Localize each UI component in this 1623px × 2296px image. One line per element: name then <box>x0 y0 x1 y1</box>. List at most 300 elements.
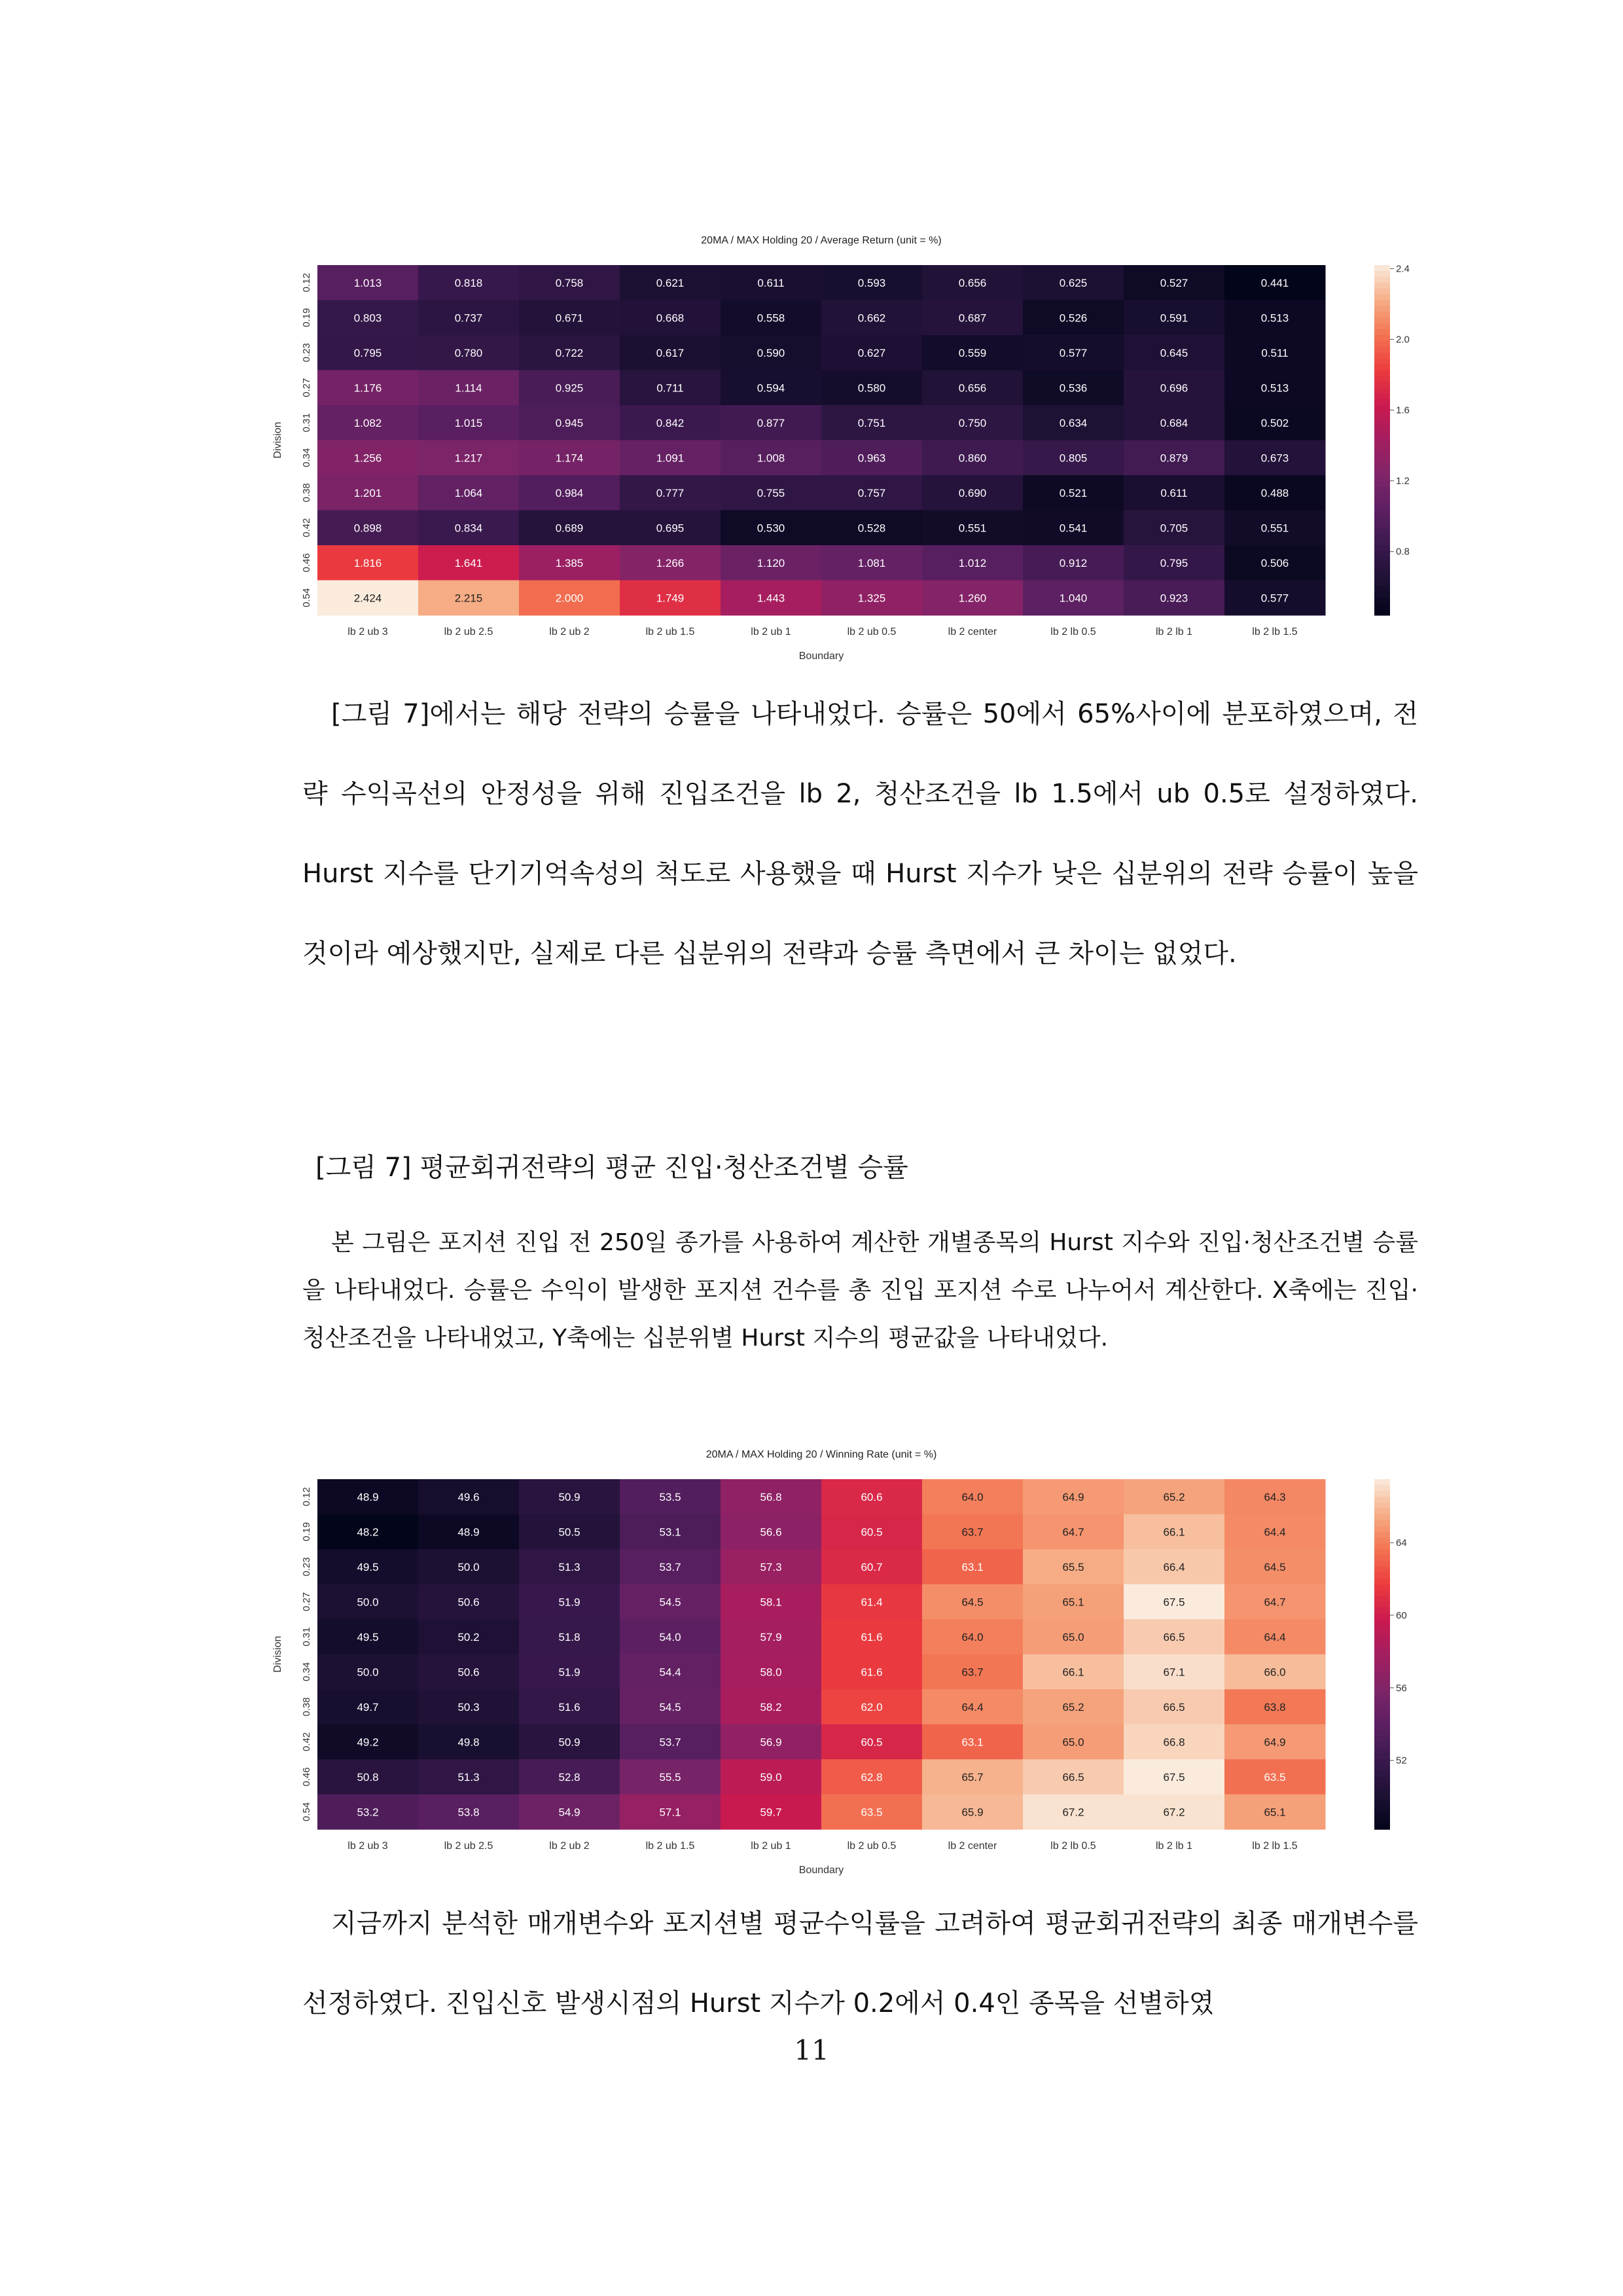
cell-label: 58.0 <box>760 1666 782 1679</box>
cell-label: 50.0 <box>357 1596 379 1609</box>
cell-label: 0.590 <box>757 346 785 359</box>
cell-label: 1.385 <box>555 556 584 569</box>
x-axis-label: Boundary <box>798 651 844 662</box>
cell-label: 0.621 <box>656 276 685 289</box>
cell-label: 61.6 <box>861 1630 883 1643</box>
x-tick-label: lb 2 ub 1.5 <box>645 626 695 637</box>
colorbar-segment <box>1374 511 1390 517</box>
cell-label: 66.1 <box>1163 1526 1185 1539</box>
y-tick-label: 0.31 <box>300 1627 312 1647</box>
x-tick-label: lb 2 ub 0.5 <box>847 1840 897 1852</box>
cell-label: 0.488 <box>1260 486 1289 499</box>
colorbar-segment <box>1374 1823 1390 1830</box>
colorbar-segment <box>1374 1753 1390 1760</box>
colorbar-segment <box>1374 1532 1390 1538</box>
colorbar-segment <box>1374 277 1390 283</box>
x-tick-label: lb 2 lb 1 <box>1155 1840 1193 1852</box>
cell-label: 0.757 <box>857 486 886 499</box>
cell-label: 0.684 <box>1160 416 1188 429</box>
cell-label: 0.527 <box>1160 276 1188 289</box>
cell-label: 0.750 <box>958 416 987 429</box>
colorbar-segment <box>1374 1677 1390 1684</box>
average-return-heatmap-figure <box>259 223 1417 662</box>
colorbar-segment <box>1374 1719 1390 1725</box>
cell-label: 0.577 <box>1059 346 1088 359</box>
cell-label: 1.114 <box>455 382 482 395</box>
x-tick-label: lb 2 ub 1 <box>751 1840 791 1852</box>
colorbar-tick-label: 64 <box>1396 1537 1407 1549</box>
colorbar-segment <box>1374 569 1390 575</box>
cell-label: 0.695 <box>656 522 685 535</box>
colorbar-segment <box>1374 1683 1390 1690</box>
colorbar-segment <box>1374 469 1390 476</box>
cell-label: 1.443 <box>757 592 785 605</box>
colorbar-segment <box>1374 1637 1390 1643</box>
cell-label: 65.0 <box>1062 1736 1084 1749</box>
x-tick-label: lb 2 ub 2 <box>549 626 590 637</box>
colorbar-segment <box>1374 1503 1390 1509</box>
cell-label: 0.594 <box>757 382 785 395</box>
colorbar-segment <box>1374 411 1390 418</box>
cell-label: 55.5 <box>659 1770 681 1784</box>
colorbar-segment <box>1374 265 1390 272</box>
colorbar-segment <box>1374 300 1390 307</box>
colorbar-segment <box>1374 429 1390 435</box>
colorbar-segment <box>1374 347 1390 353</box>
colorbar-segment <box>1374 323 1390 330</box>
y-tick-label: 0.27 <box>300 1592 312 1611</box>
cell-label: 0.687 <box>958 312 987 325</box>
colorbar-segment <box>1374 1736 1390 1742</box>
x-tick-label: lb 2 ub 2.5 <box>444 1840 493 1852</box>
cell-label: 64.9 <box>1264 1736 1286 1749</box>
cell-label: 0.558 <box>757 312 785 325</box>
cell-label: 0.860 <box>958 452 987 465</box>
cell-label: 64.0 <box>961 1630 984 1643</box>
cell-label: 48.9 <box>457 1526 480 1539</box>
colorbar-segment <box>1374 609 1390 616</box>
colorbar-segment <box>1374 423 1390 429</box>
cell-label: 0.758 <box>555 276 584 289</box>
colorbar-segment <box>1374 1725 1390 1731</box>
cell-label: 65.1 <box>1062 1596 1084 1609</box>
cell-label: 58.2 <box>760 1700 782 1713</box>
cell-label: 65.5 <box>1062 1560 1084 1573</box>
cell-label: 60.5 <box>861 1526 883 1539</box>
cell-label: 63.5 <box>861 1806 883 1819</box>
cell-label: 66.1 <box>1062 1666 1084 1679</box>
cell-label: 50.9 <box>558 1490 580 1503</box>
cell-label: 0.526 <box>1059 312 1088 325</box>
cell-label: 0.668 <box>656 312 685 325</box>
cell-label: 49.8 <box>457 1736 480 1749</box>
figure-caption: [그림 7] 평균회귀전략의 평균 진입·청산조건별 승률 <box>315 1153 908 1183</box>
colorbar-segment <box>1374 1607 1390 1614</box>
cell-label: 0.795 <box>353 346 382 359</box>
colorbar-segment <box>1374 452 1390 458</box>
cell-label: 50.0 <box>357 1666 379 1679</box>
cell-label: 0.923 <box>1160 592 1188 605</box>
colorbar-segment <box>1374 1649 1390 1655</box>
cell-label: 49.5 <box>357 1560 379 1573</box>
y-tick-label: 0.12 <box>300 1487 312 1507</box>
cell-label: 0.634 <box>1059 416 1088 429</box>
y-tick-label: 0.19 <box>300 1522 312 1541</box>
cell-label: 0.551 <box>1260 522 1289 535</box>
colorbar-segment <box>1374 1672 1390 1678</box>
cell-label: 0.925 <box>555 382 584 395</box>
cell-label: 0.611 <box>1160 486 1188 499</box>
cell-label: 50.6 <box>457 1596 480 1609</box>
colorbar-tick-label: 0.8 <box>1396 546 1410 558</box>
cell-label: 1.256 <box>353 452 382 465</box>
cell-label: 1.325 <box>857 592 886 605</box>
cell-label: 0.625 <box>1059 276 1088 289</box>
colorbar-segment <box>1374 1643 1390 1649</box>
colorbar-segment <box>1374 405 1390 412</box>
cell-label: 62.0 <box>861 1700 883 1713</box>
cell-label: 0.506 <box>1260 556 1289 569</box>
cell-label: 66.0 <box>1264 1666 1286 1679</box>
y-tick-label: 0.42 <box>300 518 312 537</box>
colorbar-segment <box>1374 1573 1390 1579</box>
y-tick-label: 0.12 <box>300 273 312 293</box>
cell-label: 1.641 <box>454 556 483 569</box>
colorbar-segment <box>1374 417 1390 423</box>
cell-label: 0.705 <box>1160 522 1188 535</box>
colorbar-segment <box>1374 335 1390 342</box>
colorbar-segment <box>1374 1520 1390 1526</box>
colorbar-segment <box>1374 463 1390 470</box>
cell-label: 63.7 <box>961 1666 984 1679</box>
colorbar-segment <box>1374 522 1390 528</box>
cell-label: 0.689 <box>555 522 584 535</box>
cell-label: 64.0 <box>961 1490 984 1503</box>
cell-label: 0.536 <box>1059 382 1088 395</box>
colorbar-segment <box>1374 1666 1390 1672</box>
cell-label: 66.5 <box>1062 1770 1084 1784</box>
cell-label: 51.8 <box>558 1630 580 1643</box>
cell-label: 0.898 <box>353 522 382 535</box>
colorbar-segment <box>1374 312 1390 318</box>
body-paragraph-1: [그림 7]에서는 해당 전략의 승률을 나타내었다. 승률은 50에서 65%사이에 분포하였으며, 전략 수익곡선의 안정성을 위해 진입조건을 lb 2, 청산조건을 lb 1.5에서 ub 0.5로 설정하였다. Hurst 지수를 단기기억속성의 척도로 사용했을 때 Hurst 지수가 낮은 십분위의 전략 승률이 높을 것이라 예상했지만, 실제로 다른 십분위의 전략과 승률 측면에서 큰 차이는 없었다. <box>302 699 1418 969</box>
chart-title: 20MA / MAX Holding 20 / Average Return (unit = %) <box>701 235 942 246</box>
cell-label: 0.984 <box>555 486 584 499</box>
y-tick-label: 0.38 <box>300 1697 312 1717</box>
cell-label: 67.2 <box>1062 1806 1084 1819</box>
colorbar-segment <box>1374 1537 1390 1544</box>
cell-label: 0.777 <box>656 486 685 499</box>
colorbar-segment <box>1374 1689 1390 1696</box>
cell-label: 53.7 <box>659 1560 681 1573</box>
y-tick-label: 0.27 <box>300 378 312 397</box>
cell-label: 64.4 <box>1264 1630 1286 1643</box>
cell-label: 54.9 <box>558 1806 580 1819</box>
cell-label: 1.008 <box>757 452 785 465</box>
colorbar-segment <box>1374 353 1390 359</box>
colorbar-segment <box>1374 1590 1390 1596</box>
cell-label: 0.617 <box>656 346 685 359</box>
cell-label: 0.591 <box>1160 312 1188 325</box>
colorbar-segment <box>1374 1695 1390 1702</box>
colorbar-segment <box>1374 399 1390 406</box>
colorbar-segment <box>1374 1479 1390 1486</box>
y-tick-label: 0.54 <box>300 588 312 607</box>
cell-label: 50.9 <box>558 1736 580 1749</box>
cell-label: 0.577 <box>1260 592 1289 605</box>
cell-label: 65.9 <box>961 1806 984 1819</box>
cell-label: 64.5 <box>961 1596 984 1609</box>
cell-label: 65.1 <box>1264 1806 1286 1819</box>
colorbar-segment <box>1374 1806 1390 1812</box>
cell-label: 53.5 <box>659 1490 681 1503</box>
colorbar-segment <box>1374 1585 1390 1591</box>
y-tick-label: 0.42 <box>300 1732 312 1751</box>
cell-label: 50.6 <box>457 1666 480 1679</box>
colorbar-segment <box>1374 387 1390 394</box>
cell-label: 0.656 <box>958 276 987 289</box>
y-tick-label: 0.23 <box>300 343 312 363</box>
colorbar-segment <box>1374 1485 1390 1492</box>
cell-label: 59.7 <box>760 1806 782 1819</box>
colorbar-segment <box>1374 295 1390 301</box>
colorbar-segment <box>1374 365 1390 371</box>
cell-label: 66.8 <box>1163 1736 1185 1749</box>
x-tick-label: lb 2 ub 1 <box>751 626 791 637</box>
cell-label: 0.511 <box>1261 346 1289 359</box>
colorbar-segment <box>1374 1497 1390 1503</box>
colorbar-segment <box>1374 1783 1390 1789</box>
colorbar-tick-label: 1.6 <box>1396 404 1410 416</box>
cell-label: 0.611 <box>757 276 785 289</box>
cell-label: 54.4 <box>659 1666 681 1679</box>
x-tick-label: lb 2 ub 2.5 <box>444 626 493 637</box>
cell-label: 1.120 <box>757 556 785 569</box>
cell-label: 54.5 <box>659 1596 681 1609</box>
cell-label: 0.795 <box>1160 556 1188 569</box>
colorbar-segment <box>1374 1748 1390 1754</box>
cell-label: 53.7 <box>659 1736 681 1749</box>
cell-label: 66.4 <box>1163 1560 1185 1573</box>
cell-label: 53.8 <box>457 1806 480 1819</box>
cell-label: 0.877 <box>757 416 785 429</box>
colorbar-segment <box>1374 1526 1390 1532</box>
colorbar-segment <box>1374 1561 1390 1568</box>
colorbar-segment <box>1374 1765 1390 1772</box>
cell-label: 67.5 <box>1163 1770 1185 1784</box>
colorbar-segment <box>1374 440 1390 447</box>
cell-label: 0.502 <box>1260 416 1289 429</box>
colorbar-segment <box>1374 271 1390 278</box>
colorbar-segment <box>1374 317 1390 324</box>
colorbar-segment <box>1374 1707 1390 1713</box>
cell-label: 54.5 <box>659 1700 681 1713</box>
cell-label: 0.559 <box>958 346 987 359</box>
colorbar-segment <box>1374 446 1390 452</box>
chart-title: 20MA / MAX Holding 20 / Winning Rate (unit = %) <box>705 1449 937 1460</box>
y-tick-label: 0.31 <box>300 413 312 433</box>
colorbar-segment <box>1374 1713 1390 1719</box>
colorbar-segment <box>1374 1491 1390 1498</box>
colorbar-segment <box>1374 289 1390 295</box>
colorbar-tick-label: 52 <box>1396 1755 1407 1767</box>
cell-label: 0.751 <box>857 416 886 429</box>
cell-label: 0.673 <box>1260 452 1289 465</box>
cell-label: 0.711 <box>656 382 684 395</box>
colorbar-segment <box>1374 306 1390 312</box>
colorbar-segment <box>1374 586 1390 592</box>
cell-label: 66.5 <box>1163 1700 1185 1713</box>
colorbar-segment <box>1374 329 1390 336</box>
cell-label: 0.834 <box>454 522 483 535</box>
colorbar-segment <box>1374 283 1390 289</box>
colorbar-segment <box>1374 1625 1390 1632</box>
colorbar-segment <box>1374 1555 1390 1562</box>
colorbar-segment <box>1374 575 1390 581</box>
x-tick-label: lb 2 ub 3 <box>348 1840 388 1852</box>
y-tick-label: 0.46 <box>300 1767 312 1787</box>
cell-label: 53.2 <box>357 1806 379 1819</box>
cell-label: 52.8 <box>558 1770 580 1784</box>
average-return-heatmap <box>259 223 1417 662</box>
cell-label: 56.8 <box>760 1490 782 1503</box>
cell-label: 56.6 <box>760 1526 782 1539</box>
cell-label: 0.530 <box>757 522 785 535</box>
body-paragraph-2: 지금까지 분석한 매개변수와 포지션별 평균수익률을 고려하여 평균회귀전략의 최종 매개변수를 선정하였다. 진입신호 발생시점의 Hurst 지수가 0.2에서 0.4인 종목을 선별하였 <box>302 1909 1418 2018</box>
cell-label: 1.012 <box>958 556 987 569</box>
cell-label: 0.662 <box>857 312 886 325</box>
cell-label: 57.1 <box>659 1806 681 1819</box>
cell-label: 0.513 <box>1260 312 1289 325</box>
cell-label: 0.690 <box>958 486 987 499</box>
cell-label: 50.3 <box>457 1700 480 1713</box>
colorbar-segment <box>1374 1818 1390 1824</box>
cell-label: 50.8 <box>357 1770 379 1784</box>
cell-label: 1.260 <box>958 592 987 605</box>
cell-label: 0.912 <box>1059 556 1088 569</box>
cell-label: 1.081 <box>857 556 886 569</box>
cell-label: 2.000 <box>555 592 584 605</box>
cell-label: 63.5 <box>1264 1770 1286 1784</box>
colorbar-segment <box>1374 545 1390 552</box>
cell-label: 64.9 <box>1062 1490 1084 1503</box>
cell-label: 1.266 <box>656 556 685 569</box>
cell-label: 0.818 <box>454 276 483 289</box>
cell-label: 0.963 <box>857 452 886 465</box>
colorbar-segment <box>1374 499 1390 505</box>
cell-label: 1.749 <box>656 592 685 605</box>
cell-label: 0.755 <box>757 486 785 499</box>
colorbar-segment <box>1374 1549 1390 1556</box>
cell-label: 2.424 <box>353 592 382 605</box>
colorbar-segment <box>1374 376 1390 382</box>
cell-label: 49.6 <box>457 1490 480 1503</box>
cell-label: 65.2 <box>1163 1490 1185 1503</box>
x-tick-label: lb 2 ub 1.5 <box>645 1840 695 1852</box>
cell-label: 60.7 <box>861 1560 883 1573</box>
cell-label: 65.2 <box>1062 1700 1084 1713</box>
colorbar-segment <box>1374 598 1390 604</box>
cell-label: 49.7 <box>357 1700 379 1713</box>
colorbar-tick-label: 1.2 <box>1396 475 1410 487</box>
figure-description: 본 그림은 포지션 진입 전 250일 종가를 사용하여 계산한 개별종목의 Hurst 지수와 진입·청산조건별 승률을 나타내었다. 승률은 수익이 발생한 포지션 건수를 총 진입 포지션 수로 나누어서 계산한다. X축에는 진입·청산조건을 나타내었고, Y축에는 십분위별 Hurst 지수의 평균값을 나타내었다. <box>302 1229 1418 1352</box>
cell-label: 0.521 <box>1059 486 1088 499</box>
x-tick-label: lb 2 center <box>948 626 997 637</box>
colorbar-segment <box>1374 1742 1390 1748</box>
y-tick-label: 0.38 <box>300 483 312 503</box>
x-tick-label: lb 2 lb 0.5 <box>1050 626 1096 637</box>
y-tick-label: 0.46 <box>300 553 312 573</box>
colorbar-tick-label: 2.4 <box>1396 263 1410 275</box>
cell-label: 51.3 <box>457 1770 480 1784</box>
colorbar-segment <box>1374 1800 1390 1806</box>
colorbar-segment <box>1374 1660 1390 1666</box>
cell-label: 50.2 <box>457 1630 480 1643</box>
cell-label: 48.9 <box>357 1490 379 1503</box>
cell-label: 1.015 <box>454 416 483 429</box>
cell-label: 51.3 <box>558 1560 580 1573</box>
cell-label: 62.8 <box>861 1770 883 1784</box>
cell-label: 2.215 <box>454 592 483 605</box>
colorbar-segment <box>1374 1579 1390 1585</box>
cell-label: 61.4 <box>861 1596 883 1609</box>
cell-label: 54.0 <box>659 1630 681 1643</box>
cell-label: 65.7 <box>961 1770 984 1784</box>
cell-label: 50.5 <box>558 1526 580 1539</box>
colorbar-segment <box>1374 1759 1390 1766</box>
cell-label: 60.5 <box>861 1736 883 1749</box>
colorbar-segment <box>1374 1631 1390 1638</box>
cell-label: 49.2 <box>357 1736 379 1749</box>
colorbar-segment <box>1374 581 1390 587</box>
colorbar-segment <box>1374 1777 1390 1784</box>
cell-label: 1.064 <box>454 486 483 499</box>
colorbar-segment <box>1374 1655 1390 1661</box>
colorbar-segment <box>1374 528 1390 534</box>
colorbar-segment <box>1374 603 1390 610</box>
colorbar-segment <box>1374 1771 1390 1778</box>
cell-label: 0.805 <box>1059 452 1088 465</box>
cell-label: 1.174 <box>555 452 584 465</box>
y-tick-label: 0.34 <box>300 1662 312 1681</box>
cell-label: 59.0 <box>760 1770 782 1784</box>
cell-label: 0.541 <box>1059 522 1088 535</box>
cell-label: 60.6 <box>861 1490 883 1503</box>
cell-label: 50.0 <box>457 1560 480 1573</box>
winning-rate-heatmap-figure <box>259 1437 1417 1876</box>
y-axis-label: Division <box>272 1636 284 1673</box>
cell-label: 0.441 <box>1260 276 1289 289</box>
colorbar-segment <box>1374 382 1390 388</box>
colorbar-segment <box>1374 370 1390 377</box>
colorbar-segment <box>1374 1602 1390 1608</box>
colorbar-segment <box>1374 1812 1390 1818</box>
cell-label: 0.580 <box>857 382 886 395</box>
colorbar-segment <box>1374 359 1390 365</box>
colorbar-segment <box>1374 1509 1390 1515</box>
colorbar-segment <box>1374 592 1390 598</box>
cell-label: 0.656 <box>958 382 987 395</box>
colorbar-segment <box>1374 1789 1390 1795</box>
colorbar-segment <box>1374 475 1390 482</box>
colorbar-segment <box>1374 1730 1390 1736</box>
cell-label: 0.945 <box>555 416 584 429</box>
cell-label: 51.9 <box>558 1666 580 1679</box>
cell-label: 57.3 <box>760 1560 782 1573</box>
cell-label: 64.4 <box>1264 1526 1286 1539</box>
cell-label: 0.803 <box>353 312 382 325</box>
cell-label: 0.671 <box>555 312 584 325</box>
